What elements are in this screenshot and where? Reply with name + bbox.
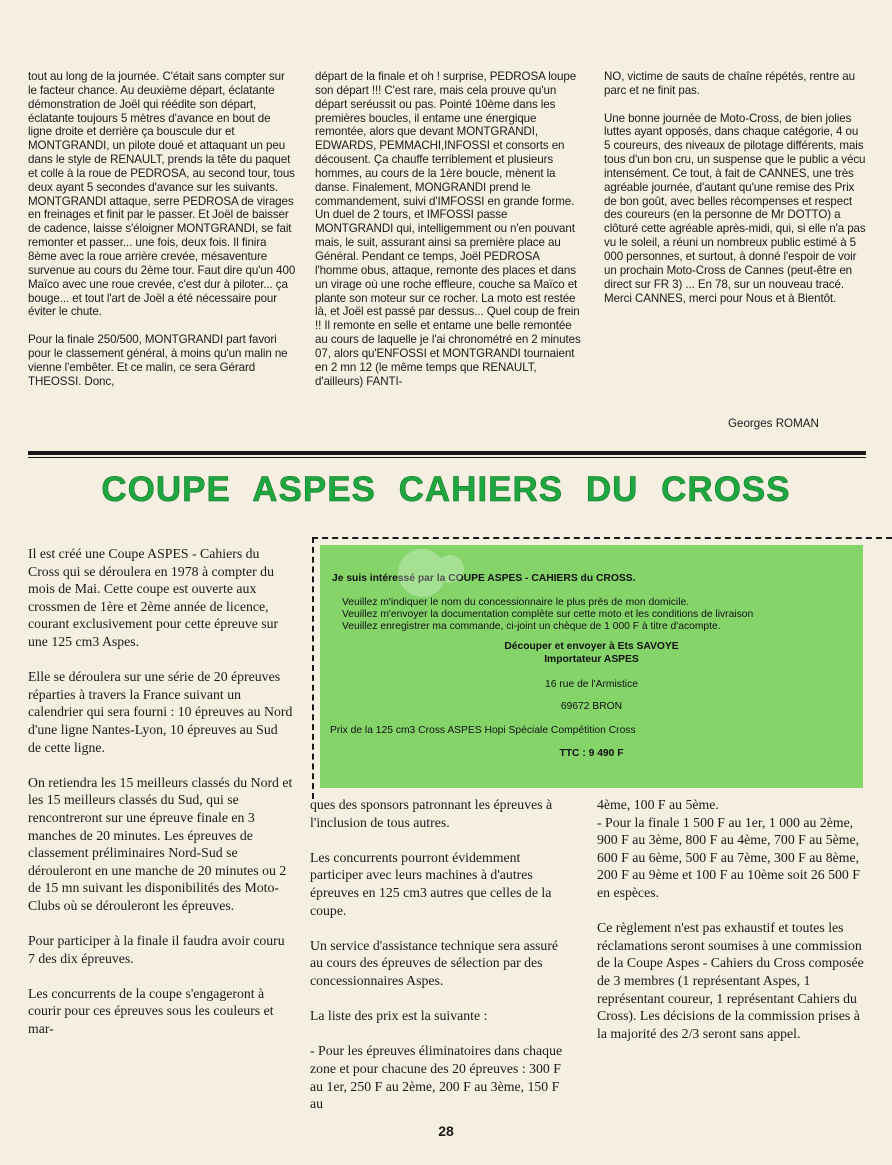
coupon-price-ttc: TTC : 9 490 F [559,748,624,759]
page-number: 28 [438,1123,454,1139]
section-divider-thin [28,457,866,458]
article-bottom-column-1: Il est créé une Coupe ASPES - Cahiers du Cross qui se déroulera en 1978 à compter du mois de Mai. Cette coupe est ouverte aux crossmen de 1ère et 2ème année de licence, courant exclusivement pour cette épreuve sur une 125 cm3 Aspes. Elle se déroulera sur une série de 20 épreuves réparties à travers la France suivant un calendrier qui sera fourni : 10 épreuves au Nord d'une ligne Nantes-Lyon, 10 épreuves au Sud de cette ligne. On retiendra les 15 meilleurs classés du Nord et les 15 meilleurs classés du Sud, qui se rencontreront sur une épreuve finale en 3 manches de 20 minutes. Les épreuves de classement préliminaires Nord-Sud se dérouleront en une manche de 20 minutes ou 2 de 15 mn suivant les disponibilités des Moto-Clubs où se dérouleront les épreuves. Pour participer à la finale il faudra avoir couru 7 des dix épreuves. Les concurrents de la coupe s'engageront à courir pour ces épreuves sous les couleurs et mar- [28,546,293,1037]
coupon-dealer: Découper et envoyer à Ets SAVOYE Importateur ASPES [504,641,679,665]
article-top-column-3: NO, victime de sauts de chaîne répétés, rentre au parc et ne finit pas. Une bonne journée de Moto-Cross, de bien jolies luttes ayant opposés, dans chaque catégorie, 4 ou 5 coureurs, des niveaux de pilotage différents, mais tous d'un bon cru, un suspense que le public a vécu intensément. Ce tout, à fait de CANNES, une très agréable journée, d'autant qu'une remise des Prix de bon goût, avec belles récompenses et respect des coureurs (en la personne de Mr DOTTO) a clôturé cette agréable après-midi, qui, si elle n'a pas vu le soleil, a réuni un nombreux public estimé à 5 000 personnes, et surtout, à donné l'espoir de voir un prochain Moto-Cross de Cannes (peut-être en direct sur FR 3) ... En 78, sur un nouveau tracé. Merci CANNES, merci pour Nous et à Bientôt. [604,70,866,305]
watermark-logo [392,543,472,603]
coupon-options: Veuillez m'indiquer le nom du concessionnaire le plus près de mon domicile. Veuillez m'envoyer la documentation complète sur cette moto et les conditions de livraison Veuillez enregistrer ma commande, ci-joint un chèque de 1 000 F à titre d'acompte. [342,597,754,632]
article-top-column-2: départ de la finale et oh ! surprise, PEDROSA loupe son départ !!! C'est rare, mais cela prouve qu'un départ seréussit ou pas. Pointé 10ème dans les premières boucles, il entame une énergique remontée, alors que devant MONTGRANDI, EDWARDS, PEMMACHI,INFOSSI et consorts en décousent. Ça chauffe terriblement et plusieurs hommes, au cours de la 1ère boucle, mènent la danse. Finalement, MONGRANDI prend le commandement, suivi d'IMFOSSI en grande forme. Un duel de 2 tours, et IMFOSSI passe MONTGRANDI qui, intelligemment ou n'en pouvant mais, le suit, assurant ainsi sa première place au Général. Pendant ce temps, Joël PEDROSA l'homme obus, attaque, remonte des places et dans un virage où une roche effleure, couche sa Maïco et plante son moteur sur ce rocher. La moto est restée là, et Joël est passé par dessus... Quel coup de frein !! Il remonte en selle et entame une belle remontée au cours de laquelle je l'ai chronométré en 2 minutes 07, alors qu'ENFOSSI et MONTGRANDI tournaient en 2 mn 12 (le même temps que RENAULT, d'ailleurs) FANTI- [315,70,581,388]
coupon-city: 69672 BRON [560,701,623,712]
author-signature: Georges ROMAN [728,417,819,430]
coupon-street: 16 rue de l'Armistice [545,679,638,690]
headline: COUPE ASPES CAHIERS DU CROSS [101,470,791,509]
article-bottom-column-2: ques des sponsors patronnant les épreuves à l'inclusion de tous autres. Les concurrents pourront évidemment participer avec leurs machines à d'autres épreuves en 125 cm3 autres que celles de la coupe. Un service d'assistance technique sera assuré au cours des épreuves de sélection par des concessionnaires Aspes. La liste des prix est la suivante : - Pour les épreuves éliminatoires dans chaque zone et pour chacune des 20 épreuves : 300 F au 1er, 250 F au 2ème, 200 F au 3ème, 150 F au [310,797,563,1112]
coupon-cut-line-vertical [312,537,314,799]
coupon-intro: Je suis intéressé par la COUPE ASPES - CAHIERS du CROSS. [332,573,636,584]
article-top-column-1: tout au long de la journée. C'était sans compter sur le facteur chance. Au deuxième départ, éclatante démonstration de Joël qui réédite son départ, éclatante toujours 5 mètres d'avance en bout de ligne droite et derrière ça bouscule dur et MONTGRANDI, un pilote doué et attaquant un peu dans le style de RENAULT, prends la tête du paquet et colle à la roue de PEDROSA, au second tour, tous deux ayant 5 secondes d'avance sur les suivants. MONTGRANDI attaque, serre PEDROSA de virages en freinages et finit par le passer. Et Joël de baisser de cadence, laisse s'éloigner MONTGRANDI, se fait remonter et passer... une fois, deux fois. Il finira 8ème avec la roue arrière crevée, mésaventure survenue au cours du 2ème tour. Faut dire qu'un 400 Maïco avec une roue crevée, c'est dur à piloter... ça bouge... et tout l'art de Joël a été nécessaire pour éviter le chute. Pour la finale 250/500, MONTGRANDI part favori pour le classement général, à moins qu'un malin ne vienne l'embêter. Et ce malin, ce sera Gérard THEOSSI. Donc, [28,70,296,388]
coupon-cut-line [312,537,892,539]
section-divider [28,451,866,455]
coupon-price-label: Prix de la 125 cm3 Cross ASPES Hopi Spéciale Compétition Cross [330,725,636,736]
article-bottom-column-3: 4ème, 100 F au 5ème. - Pour la finale 1 500 F au 1er, 1 000 au 2ème, 900 F au 3ème, 800 F au 4ème, 700 F au 5ème, 600 F au 6ème, 500 F au 7ème, 300 F au 8ème, 200 F au 9ème et 100 F au 10ème soit 26 500 F en espèces. Ce règlement n'est pas exhaustif et toutes les réclamations seront soumises à une commission de la Coupe Aspes - Cahiers du Cross composée de 3 membres (1 représentant Aspes, 1 représentant coureur, 1 représentant Cahiers du Cross). Les décisions de la commission prises à la majorité des 2/3 seront sans appel. [597,797,864,1041]
